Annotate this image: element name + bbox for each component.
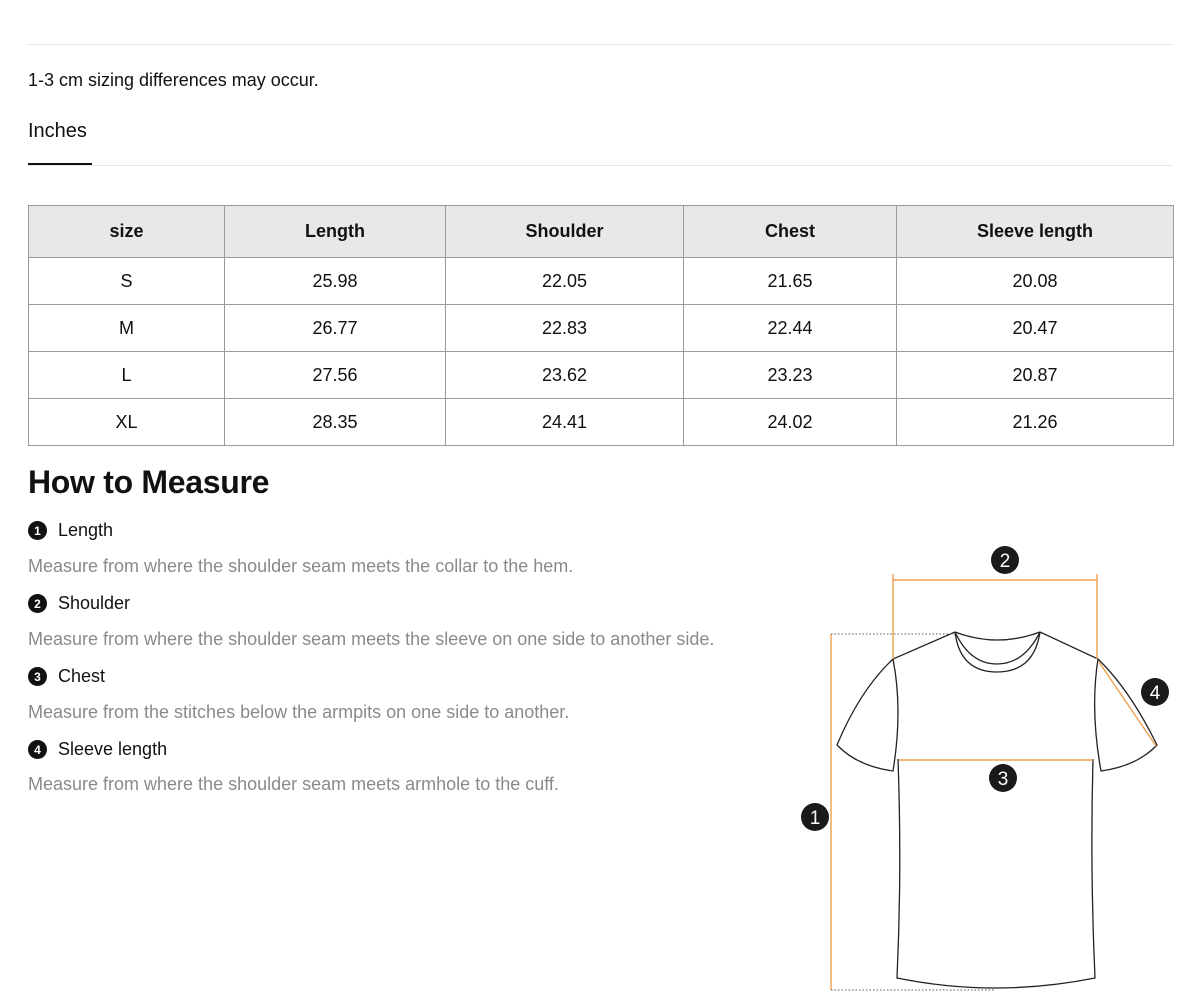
- cell-length: 26.77: [225, 305, 446, 352]
- step-length: [28, 520, 113, 541]
- step-label: Sleeve length: [58, 739, 168, 759]
- step-number-3-icon: 3: [28, 667, 47, 686]
- cell-length: 28.35: [225, 399, 446, 446]
- header-shoulder: Shoulder: [446, 206, 684, 258]
- cell-chest: 23.23: [684, 352, 897, 399]
- step-description: Measure from the stitches below the armpits on one side to another.: [28, 702, 570, 722]
- marker-3-label: 3: [997, 769, 1009, 790]
- cell-size: S: [29, 258, 225, 305]
- tshirt-outline: [837, 632, 1157, 988]
- cell-sleeve-length: 20.87: [897, 352, 1174, 399]
- tshirt-measurement-icon: [790, 540, 1180, 1000]
- marker-1-label: 1: [809, 808, 821, 829]
- step-description: Measure from where the shoulder seam meets the collar to the hem.: [28, 556, 574, 576]
- cell-shoulder: 23.62: [446, 352, 684, 399]
- cell-size: XL: [29, 399, 225, 446]
- cell-chest: 24.02: [684, 399, 897, 446]
- step-description: Measure from where the shoulder seam meets armhole to the cuff.: [28, 774, 559, 794]
- cell-sleeve-length: 20.08: [897, 258, 1174, 305]
- step-sleeve-length: [28, 739, 167, 760]
- table-row: [29, 305, 1174, 352]
- step-label: Length: [58, 520, 114, 540]
- cell-size: L: [29, 352, 225, 399]
- cell-shoulder: 22.05: [446, 258, 684, 305]
- unit-tabs: [28, 116, 1173, 166]
- marker-4-icon: [1141, 678, 1169, 706]
- step-label: Shoulder: [58, 593, 131, 613]
- header-sleeve-length: Sleeve length: [897, 206, 1174, 258]
- cell-shoulder: 22.83: [446, 305, 684, 352]
- table-row: [29, 352, 1174, 399]
- marker-1-icon: [801, 803, 829, 831]
- marker-2-label: 2: [999, 551, 1011, 572]
- cell-chest: 22.44: [684, 305, 897, 352]
- marker-3-icon: [989, 764, 1017, 792]
- how-to-measure-title: How to Measure: [28, 464, 270, 500]
- step-shoulder: [28, 593, 130, 614]
- guide-dotted-lines: [831, 634, 994, 990]
- step-description: Measure from where the shoulder seam meets the sleeve on one side to another side.: [28, 629, 715, 649]
- tab-inches[interactable]: Inches: [28, 120, 87, 142]
- sizing-notice: 1-3 cm sizing differences may occur.: [28, 70, 319, 90]
- table-row: [29, 258, 1174, 305]
- table-row: [29, 399, 1174, 446]
- header-chest: Chest: [684, 206, 897, 258]
- top-divider: [28, 44, 1173, 45]
- marker-2-icon: [991, 546, 1019, 574]
- step-chest: [28, 666, 105, 687]
- cell-chest: 21.65: [684, 258, 897, 305]
- step-number-4-icon: 4: [28, 740, 47, 759]
- size-chart-table: [28, 205, 1174, 446]
- cell-length: 27.56: [225, 352, 446, 399]
- marker-4-label: 4: [1149, 683, 1161, 704]
- header-length: Length: [225, 206, 446, 258]
- cell-sleeve-length: 21.26: [897, 399, 1174, 446]
- step-label: Chest: [58, 666, 106, 686]
- cell-length: 25.98: [225, 258, 446, 305]
- table-header-row: [29, 206, 1174, 258]
- cell-shoulder: 24.41: [446, 399, 684, 446]
- header-size: size: [29, 206, 225, 258]
- step-number-2-icon: 2: [28, 594, 47, 613]
- cell-size: M: [29, 305, 225, 352]
- step-number-1-icon: 1: [28, 521, 47, 540]
- tab-divider: [28, 165, 1173, 166]
- cell-sleeve-length: 20.47: [897, 305, 1174, 352]
